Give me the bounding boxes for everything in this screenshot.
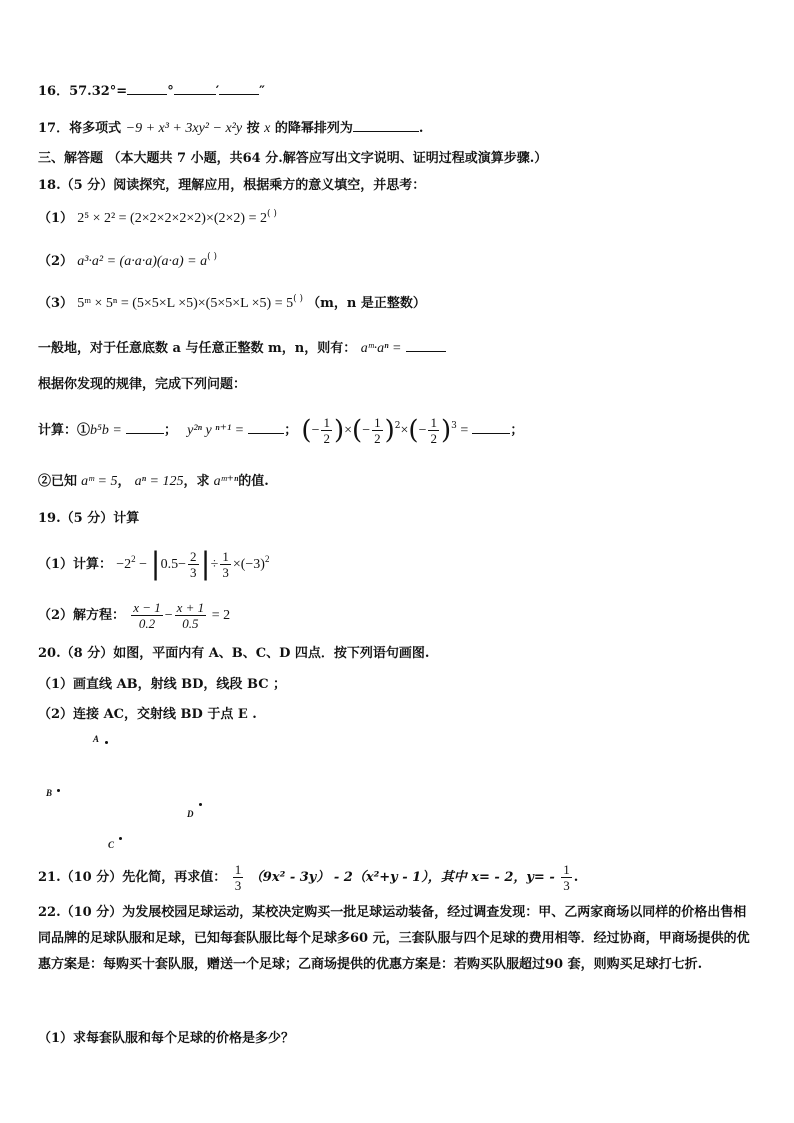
question-16: 16．57.32°= ° ′ ″ (38, 84, 265, 99)
q18-rule: 根据你发现的规律，完成下列问题： (38, 377, 247, 392)
point-label-d: D (187, 809, 194, 819)
q20-part1: （1）画直线 AB，射线 BD，线段 BC ； (38, 677, 287, 692)
point-a-dot (105, 741, 108, 744)
section-heading: 三、解答题 （本大题共 7 小题，共64 分.解答应写出文字说明、证明过程或演算步骤.） (38, 151, 548, 166)
q18-part3: （3） 5ᵐ × 5ⁿ = (5×5×L ×5)×(5×5×L ×5) = 5( ) （m，n 是正整数） (38, 294, 426, 311)
question-18-heading: 18.（5 分）阅读探究，理解应用，根据乘方的意义填空，并思考： (38, 178, 426, 193)
point-d-dot (199, 803, 202, 806)
q18-part2b: ②已知 aᵐ = 5， aⁿ = 125，求 aᵐ⁺ⁿ的值. (38, 474, 269, 489)
q22-part1: （1）求每套队服和每个足球的价格是多少？ (38, 1031, 295, 1046)
point-label-a: A (93, 734, 100, 744)
question-19-heading: 19.（5 分）计算 (38, 511, 140, 526)
q18-part2: （2） a³·a² = (a·a·a)(a·a) = a( ) (38, 252, 218, 269)
q19-part2: （2）解方程： $\frac{x - 1}{0.2}$ − $\frac{x + 1}{0.5}$ = 2 (38, 600, 231, 631)
q18-general: 一般地，对于任意底数 a 与任意正整数 m，n，则有： aᵐ·aⁿ = (38, 339, 446, 358)
question-17: 17．将多项式 −9 + x³ + 3xy² − x²y 按 x 的降幂排列为 . (38, 121, 424, 136)
question-20-heading: 20.（8 分）如图，平面内有 A、B、C、D 四点．按下列语句画图. (38, 646, 430, 661)
q18-part1: （1） 2⁵ × 2² = (2×2×2×2×2)×(2×2) = 2( ) (38, 209, 277, 226)
q17-expression: −9 + x³ + 3xy² − x²y (125, 121, 243, 136)
q20-part2: （2）连接 AC，交射线 BD 于点 E . (38, 707, 257, 722)
point-b-dot (57, 789, 60, 792)
q19-part1: （1）计算： $-2^2 - |0.5-$ $\frac{2}{3}$ |÷ $\frac{1}{3}$ $\times(-3)^2$ (38, 546, 270, 582)
point-label-b: B (46, 788, 53, 798)
point-c-dot (119, 837, 122, 840)
question-21: 21.（10 分）先化简，再求值： $\frac{1}{3}$ （9x² - 3y） - 2（x²+y - 1），其中 x= - 2，y= - $\frac{1}{3}$ . (38, 862, 579, 893)
question-22: 22.（10 分）为发展校园足球运动，某校决定购买一批足球运动装备，经过调查发现：甲、乙两家商场以同样的价格出售相同品牌的足球队服和足球，已知每套队服比每个足球多60 元，三套队服与四个足球的费用相等．经过协商，甲商场提供的优惠方案是：每购买十套队服，赠送一个足球；乙商场提供的优惠方案是：若购买队服超过90 套，则购买足球打七折. (38, 905, 750, 972)
q16-text: 16．57.32°= (38, 84, 128, 99)
q18-calc: 计算：①b⁵b = ； y²ⁿ y ⁿ⁺¹ = ； (− $\frac{1}{2}$ )×(− $\frac{1}{2}$ )$^2$×(− $\frac{1}{2}$ )$^3$ = ； (38, 415, 524, 446)
point-label-c: C (108, 840, 115, 850)
